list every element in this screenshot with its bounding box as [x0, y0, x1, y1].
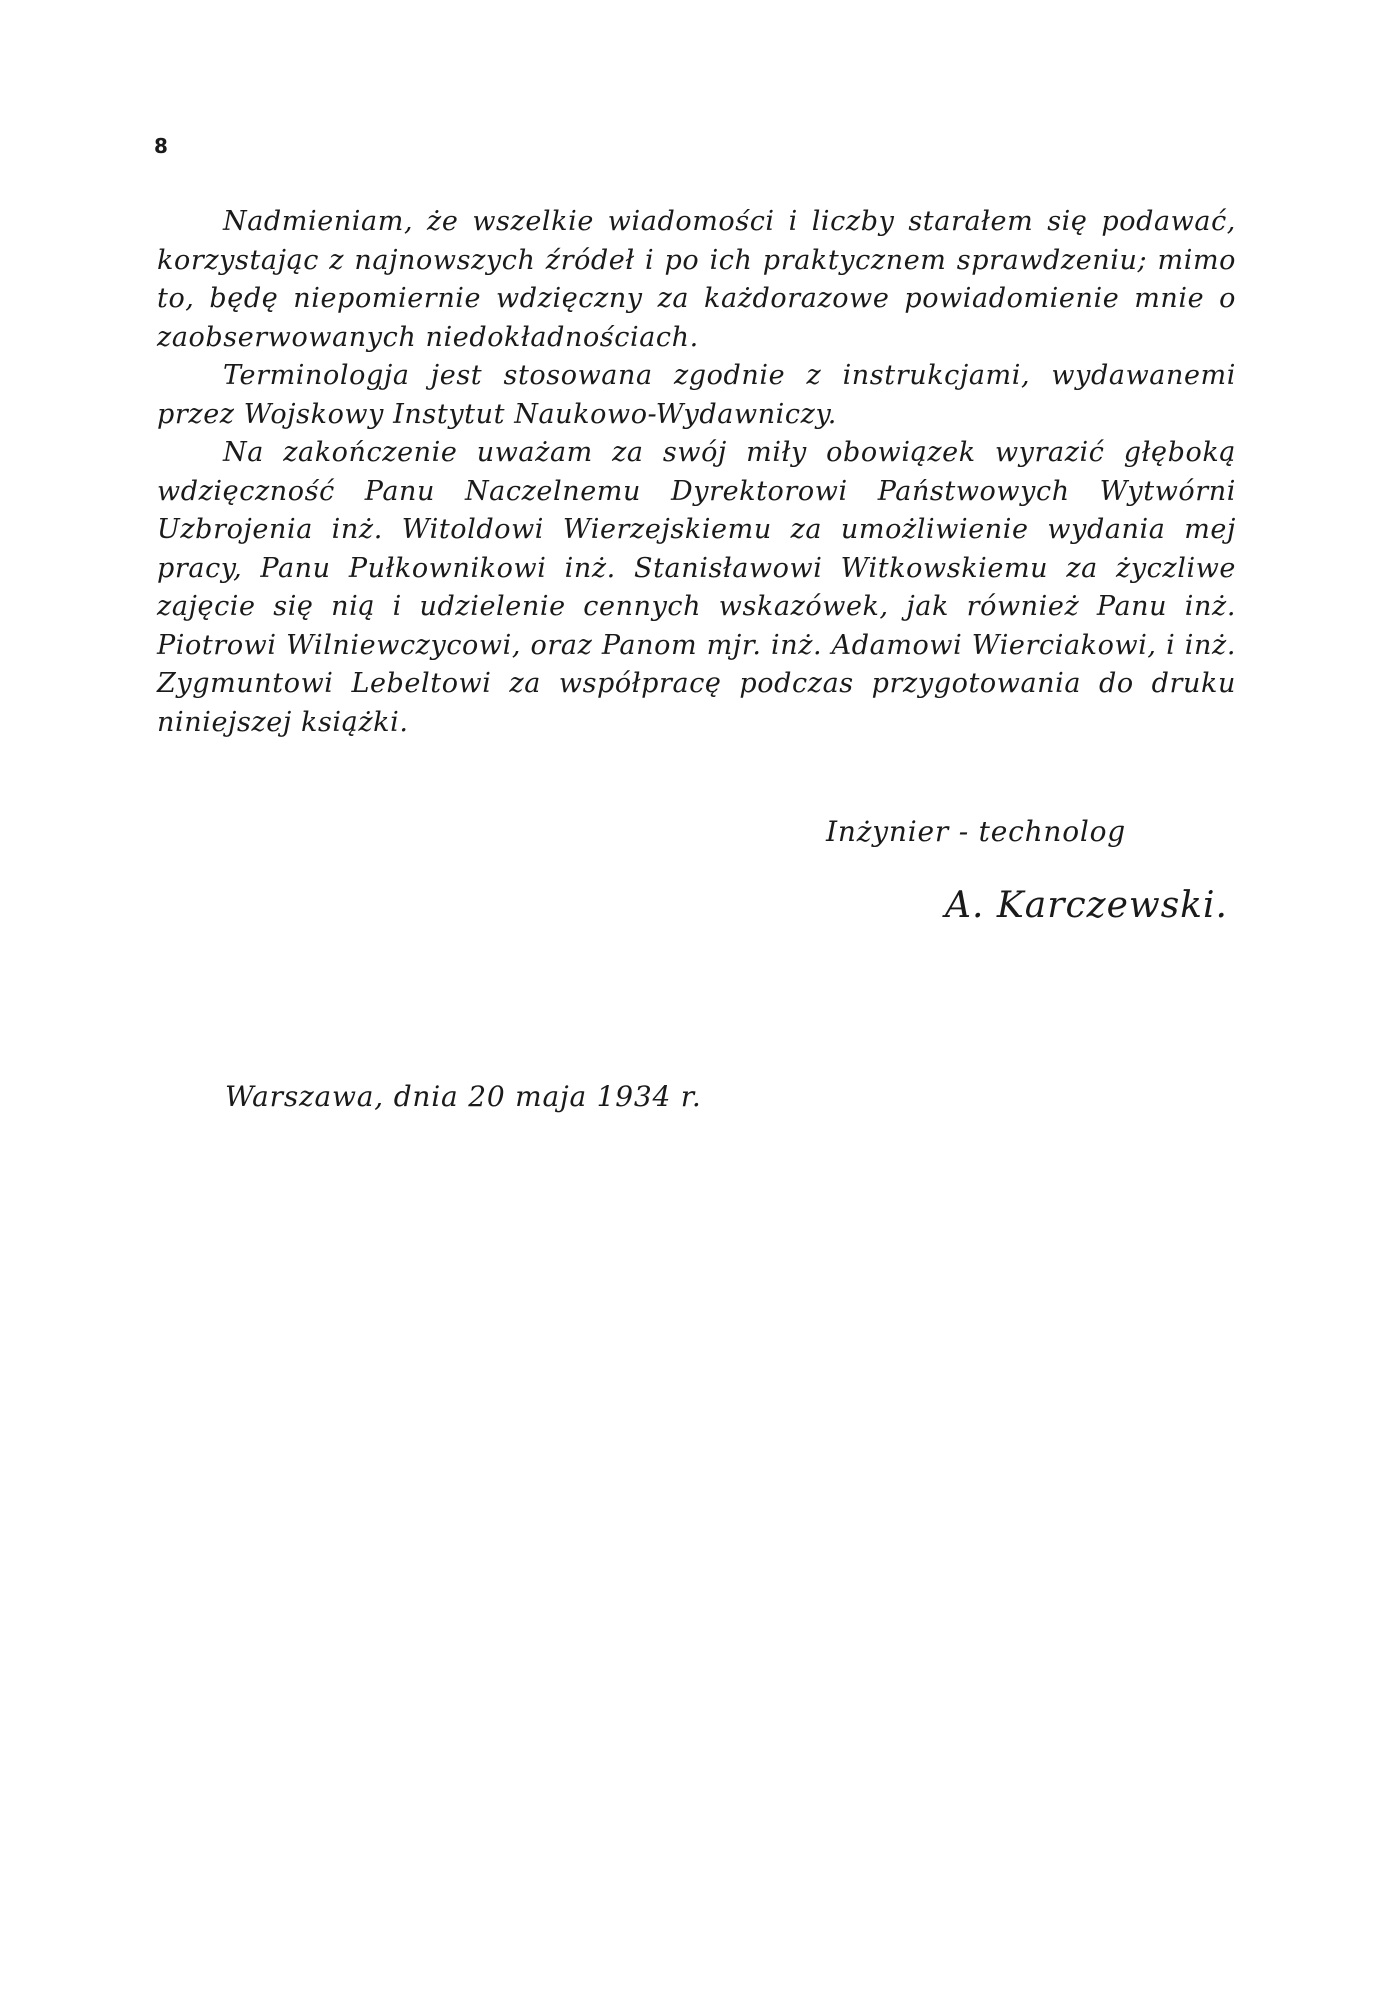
preface-body	[157, 203, 1236, 742]
paragraph-acknowledgements: Na zakończenie uważam za swój miły obowiązek wyrazić głęboką wdzięczność Panu Naczelnemu Dyrektorowi Państwowych Wytwórni Uzbrojenia inż. Witoldowi Wierzejskiemu za umożliwienie wydania mej pracy, Panu Pułkownikowi inż. Stanisławowi Witkowskiemu za życzliwe zajęcie się nią i udzielenie cennych wskazówek, jak również Panu inż. Piotrowi Wilniewczycowi, oraz Panom mjr. inż. Adamowi Wierciakowi, i inż. Zygmuntowi Lebeltowi za współpracę podczas przygotowania do druku niniejszej książki.	[157, 437, 1236, 738]
page-number: 8	[154, 134, 168, 158]
signature-title: Inżynier - technolog	[826, 815, 1127, 848]
signature-name: A. Karczewski.	[945, 885, 1228, 926]
paragraph-terminology: Terminologja jest stosowana zgodnie z instrukcjami, wydawanemi przez Wojskowy Instytut Naukowo-Wydawniczy.	[157, 360, 1236, 430]
place-date: Warszawa, dnia 20 maja 1934 r.	[225, 1080, 702, 1113]
paragraph-accuracy-note: Nadmieniam, że wszelkie wiadomości i liczby starałem się podawać, korzystając z najnowszych źródeł i po ich praktycznem sprawdzeniu; mimo to, będę niepomiernie wdzięczny za każdorazowe powiadomienie mnie o zaobserwowanych niedokładnościach.	[157, 206, 1236, 353]
